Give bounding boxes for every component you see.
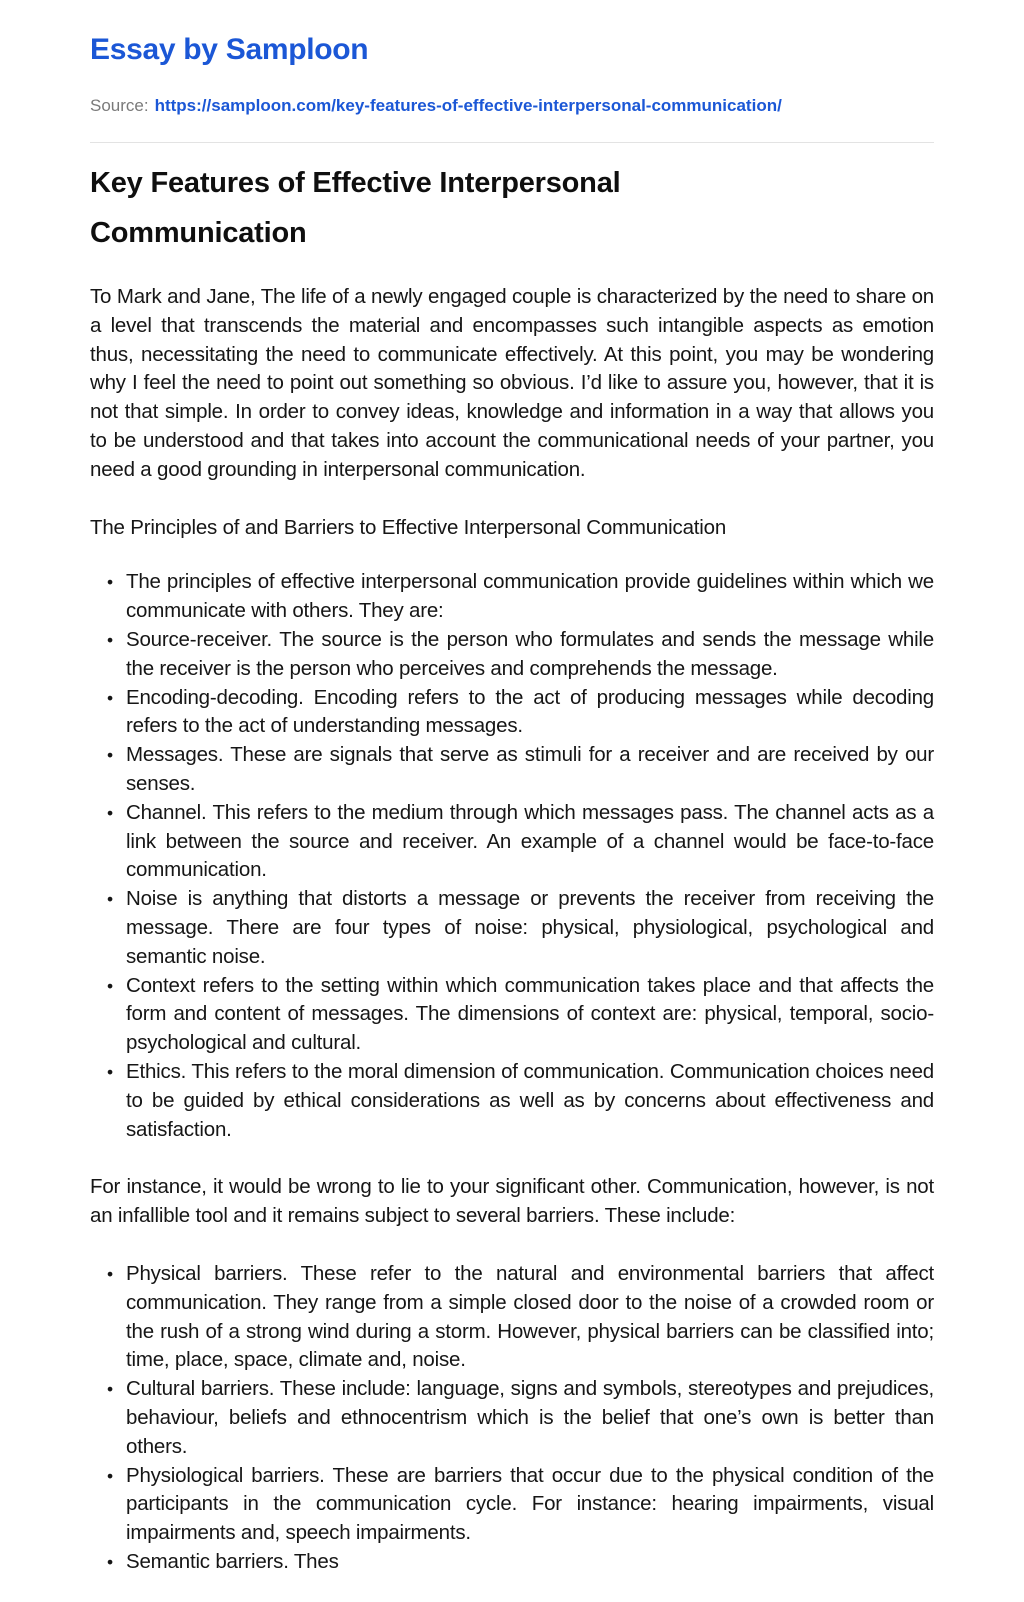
list-item — [126, 799, 934, 885]
list-item — [126, 1375, 934, 1461]
list-item — [126, 885, 934, 971]
list-item — [126, 741, 934, 799]
list-item — [126, 1260, 934, 1375]
list-item-text: Source-receiver. The source is the person who formulates and sends the message while the receiver is the person who perceives and comprehends the message. — [126, 628, 934, 680]
list-item-text: Messages. These are signals that serve as stimuli for a receiver and are received by our senses. — [126, 743, 934, 796]
list-item-text: The principles of effective interpersonal communication provide guidelines within which we communicate with others. They are: — [126, 570, 934, 623]
list-item — [126, 972, 934, 1058]
list-item — [126, 1058, 934, 1144]
list-item-text: Physical barriers. These refer to the natural and environmental barriers that affect communication. They range from a simple closed door to the noise of a crowded room or the rush of a strong wind during a storm. However, physical barriers can be classified into; time, place, space, climate and, noise. — [126, 1262, 934, 1372]
intro-paragraph: To Mark and Jane, The life of a newly engaged couple is characterized by the need to share on a level that transcends the material and encompasses such intangible aspects as emotion thus, necessitating the need to communicate effectively. At this point, you may be wondering why I feel the need to point out something so obvious. I’d like to assure you, however, that it is not that simple. In order to convey ideas, knowledge and information in a way that allows you to be understood and that takes into account the communicational needs of your partner, you need a good grounding in interpersonal communication. — [90, 285, 934, 481]
list-item-text: Semantic barriers. Thes — [126, 1549, 339, 1573]
list-item — [126, 1548, 934, 1577]
section-subheading: The Principles of and Barriers to Effective Interpersonal Communication — [90, 515, 727, 539]
list-item-text: Channel. This refers to the medium through which messages pass. The channel acts as a link between the source and receiver. An example of a channel would be face-to-face communication. — [126, 800, 934, 882]
list-item-text: Context refers to the setting within which communication takes place and that affects the form and content of messages. The dimensions of context are: physical, temporal, socio-psychological and cultural. — [126, 973, 934, 1055]
source-link[interactable]: https://samploon.com/key-features-of-effective-interpersonal-communication/ — [154, 96, 782, 115]
page-header — [90, 32, 934, 143]
list-item-text: Ethics. This refers to the moral dimension of communication. Communication choices need to be guided by ethical considerations as well as by concerns about effectiveness and satisfaction. — [126, 1060, 934, 1141]
barriers-intro-paragraph: For instance, it would be wrong to lie to your significant other. Communication, however, is not an infallible tool and it remains subject to several barriers. These include: — [90, 1175, 934, 1228]
divider — [90, 142, 934, 143]
list-item-text: Cultural barriers. These include: language, signs and symbols, stereotypes and prejudices, behaviour, beliefs and ethnocentrism which is the belief that one’s own is better than others. — [126, 1377, 934, 1458]
list-item — [126, 684, 934, 742]
barriers-list — [90, 1260, 934, 1577]
source-label: Source: — [90, 96, 149, 115]
list-item — [126, 1462, 934, 1548]
list-item-text: Noise is anything that distorts a message or prevents the receiver from receiving the message. There are four types of noise: physical, physiological, psychological and semantic noise. — [126, 887, 934, 968]
list-item-text: Physiological barriers. These are barriers that occur due to the physical condition of the participants in the communication cycle. For instance: hearing impairments, visual impairments and, speech impairments. — [126, 1463, 934, 1545]
source-line — [90, 95, 934, 117]
list-item-text: Encoding-decoding. Encoding refers to the act of producing messages while decoding refers to the act of understanding messages. — [126, 685, 934, 738]
essay-content — [90, 158, 934, 1577]
list-item — [126, 626, 934, 684]
list-item — [126, 568, 934, 626]
principles-list — [90, 568, 934, 1144]
essay-title: Key Features of Effective Interpersonal Communication — [90, 167, 621, 250]
brand-title: Essay by Samploon — [90, 33, 369, 66]
